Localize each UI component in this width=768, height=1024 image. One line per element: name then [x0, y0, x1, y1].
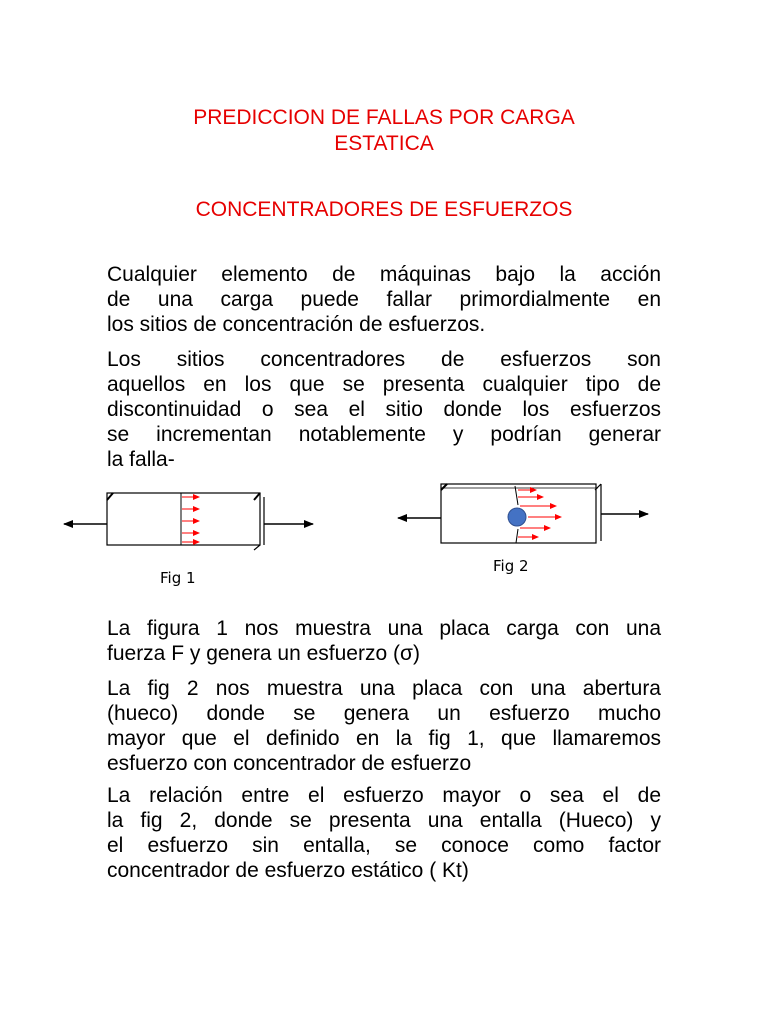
paragraph-line: Los sitios concentradores de esfuerzos son [107, 348, 661, 371]
paragraph-line: mayor que el definido en la fig 1, que llamaremos [107, 727, 661, 750]
figure-2-label: Fig 2 [493, 557, 529, 575]
paragraph-line: (hueco) donde se genera un esfuerzo mucho [107, 702, 661, 725]
paragraph-line: la fig 2, donde se presenta una entalla (Hueco) y [107, 809, 661, 832]
paragraph-line: la falla- [107, 448, 175, 471]
paragraph-line: Cualquier elemento de máquinas bajo la acción [107, 263, 661, 286]
section-heading: CONCENTRADORES DE ESFUERZOS [195, 198, 573, 221]
paragraph-5 [107, 783, 661, 883]
paragraph-line: La relación entre el esfuerzo mayor o sea el de [107, 784, 661, 807]
paragraph-3 [107, 616, 661, 666]
paragraph-line: se incrementan notablemente y podrían generar [107, 423, 661, 446]
paragraph-line: concentrador de esfuerzo estático ( Kt) [107, 859, 469, 882]
paragraph-line: esfuerzo con concentrador de esfuerzo [107, 752, 472, 775]
figure-2-plate [398, 484, 648, 543]
paragraph-line: fuerza F y genera un esfuerzo (σ) [107, 642, 420, 665]
paragraph-line: de una carga puede fallar primordialmente en [107, 288, 661, 311]
figure-1-plate [64, 493, 313, 550]
paragraph-line: el esfuerzo sin entalla, se conoce como factor [107, 834, 661, 857]
paragraph-line: discontinuidad o sea el sitio donde los esfuerzos [107, 398, 661, 421]
paragraph-line: La figura 1 nos muestra una placa carga con una [107, 617, 661, 640]
paragraph-4 [107, 676, 661, 776]
document-title-line1: PREDICCION DE FALLAS POR CARGA [193, 106, 575, 129]
paragraph-line: aquellos en los que se presenta cualquier tipo de [107, 373, 661, 396]
hole-notch [508, 508, 526, 526]
figure-1-label: Fig 1 [160, 569, 196, 587]
paragraph-line: los sitios de concentración de esfuerzos. [107, 313, 486, 336]
document-title-line2: ESTATICA [334, 132, 434, 155]
paragraph-line: La fig 2 nos muestra una placa con una abertura [107, 677, 661, 700]
